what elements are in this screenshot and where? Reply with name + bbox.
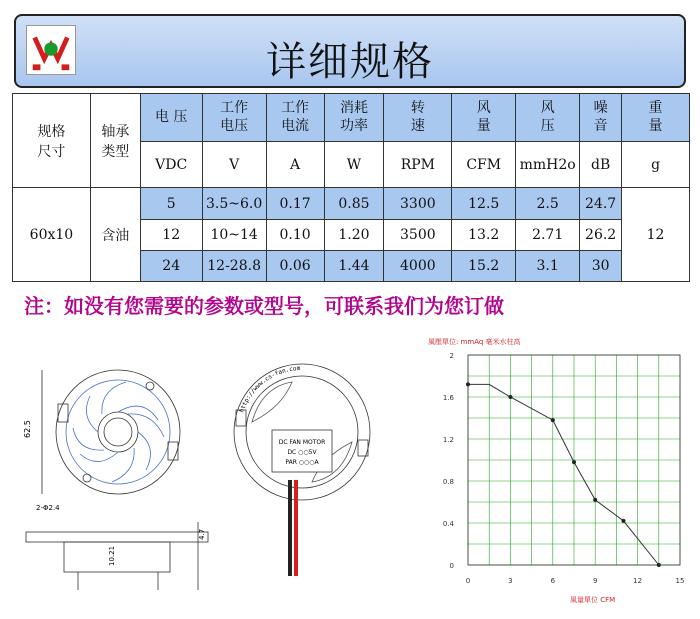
dim-small-label: 4.7 bbox=[198, 528, 206, 540]
header-noise: 噪 音 bbox=[580, 94, 622, 142]
table-cell: 5 bbox=[140, 188, 202, 219]
header-banner bbox=[14, 14, 686, 88]
unit-cell: g bbox=[622, 142, 690, 188]
pq-data-point bbox=[657, 563, 661, 567]
x-tick-label: 12 bbox=[633, 577, 643, 585]
y-tick-label: 1.6 bbox=[442, 394, 454, 402]
table-cell: 3300 bbox=[384, 188, 452, 219]
x-tick-label: 3 bbox=[508, 577, 513, 585]
header-weight: 重 量 bbox=[622, 94, 690, 142]
y-tick-label: 2 bbox=[449, 352, 454, 360]
unit-cell: dB bbox=[580, 142, 622, 188]
unit-cell: RPM bbox=[384, 142, 452, 188]
table-cell: 0.85 bbox=[324, 188, 384, 219]
spec-table bbox=[12, 93, 690, 282]
unit-cell: V bbox=[202, 142, 266, 188]
header-spec: 规格 尺寸 bbox=[13, 94, 91, 188]
unit-cell: VDC bbox=[140, 142, 202, 188]
table-cell: 24.7 bbox=[580, 188, 622, 219]
custom-order-note: 注：如没有您需要的参数或型号，可联系我们为您订做 bbox=[24, 294, 504, 318]
pq-curve-chart bbox=[420, 331, 692, 609]
unit-cell: mmH2o bbox=[516, 142, 580, 188]
dim-height-label: 10.21 bbox=[108, 545, 116, 566]
x-tick-label: 9 bbox=[592, 577, 598, 585]
table-cell: 10~14 bbox=[202, 219, 266, 250]
unit-cell: W bbox=[324, 142, 384, 188]
fan-label-line3: PAR ○○○A bbox=[285, 459, 319, 466]
size-cell: 60x10 bbox=[13, 188, 91, 282]
header-power: 消耗 功率 bbox=[324, 94, 384, 142]
header-pressure: 风 压 bbox=[516, 94, 580, 142]
pq-data-point bbox=[466, 382, 470, 386]
header-voltage: 电 压 bbox=[140, 94, 202, 142]
weight-cell: 12 bbox=[622, 188, 690, 282]
y-tick-label: 1.2 bbox=[442, 436, 454, 444]
header-working-voltage: 工作 电压 bbox=[202, 94, 266, 142]
header-current: 工作 电流 bbox=[266, 94, 324, 142]
table-cell: 12-28.8 bbox=[202, 250, 266, 281]
table-cell: 1.20 bbox=[324, 219, 384, 250]
table-cell: 0.06 bbox=[266, 250, 324, 281]
table-cell: 0.10 bbox=[266, 219, 324, 250]
unit-cell: A bbox=[266, 142, 324, 188]
table-cell: 30 bbox=[580, 250, 622, 281]
pq-data-point bbox=[551, 418, 555, 422]
table-cell: 26.2 bbox=[580, 219, 622, 250]
graph-canvas bbox=[420, 331, 692, 609]
pq-data-point bbox=[621, 519, 625, 523]
table-cell: 4000 bbox=[384, 250, 452, 281]
x-tick-label: 6 bbox=[550, 577, 556, 585]
dim-outer-label: 62.5 bbox=[23, 420, 32, 438]
pq-data-point bbox=[572, 460, 576, 464]
graph-y-label: 風壓單位: mmAq 毫米水柱高 bbox=[428, 338, 521, 346]
table-cell: 15.2 bbox=[452, 250, 516, 281]
page-title: 详细规格 bbox=[266, 39, 434, 85]
pq-data-point bbox=[593, 498, 597, 502]
wire-red bbox=[294, 480, 298, 576]
x-tick-label: 15 bbox=[675, 577, 685, 585]
bearing-cell: 含油 bbox=[90, 188, 140, 282]
table-cell: 3.1 bbox=[516, 250, 580, 281]
x-tick-label: 0 bbox=[465, 577, 471, 585]
table-cell: 24 bbox=[140, 250, 202, 281]
header-speed: 转 速 bbox=[384, 94, 452, 142]
table-cell: 13.2 bbox=[452, 219, 516, 250]
pq-data-point bbox=[508, 395, 512, 399]
table-cell: 1.44 bbox=[324, 250, 384, 281]
table-cell: 3500 bbox=[384, 219, 452, 250]
table-cell: 3.5~6.0 bbox=[202, 188, 266, 219]
header-bearing: 轴承 类型 bbox=[90, 94, 140, 188]
pq-curve-line bbox=[468, 384, 659, 565]
wire-black bbox=[288, 480, 292, 576]
fan-label-line2: DC ○○5V bbox=[287, 449, 317, 456]
fan-front-drawing bbox=[222, 352, 382, 582]
fan-dimension-drawing bbox=[18, 352, 214, 602]
table-cell: 2.71 bbox=[516, 219, 580, 250]
table-cell: 2.5 bbox=[516, 188, 580, 219]
rim-text-path: http://www.cs-fan.com bbox=[238, 365, 301, 414]
y-tick-label: 0.8 bbox=[442, 478, 454, 486]
table-cell: 12 bbox=[140, 219, 202, 250]
table-cell: 0.17 bbox=[266, 188, 324, 219]
header-airflow: 风 量 bbox=[452, 94, 516, 142]
y-tick-label: 0.4 bbox=[442, 520, 454, 528]
fan-label-line1: DC FAN MOTOR bbox=[278, 439, 326, 446]
unit-cell: CFM bbox=[452, 142, 516, 188]
dim-hole-label: 2-Φ2.4 bbox=[36, 504, 60, 512]
graph-x-label: 風量單位 CFM bbox=[570, 596, 616, 604]
y-tick-label: 0 bbox=[449, 562, 454, 570]
table-cell: 12.5 bbox=[452, 188, 516, 219]
